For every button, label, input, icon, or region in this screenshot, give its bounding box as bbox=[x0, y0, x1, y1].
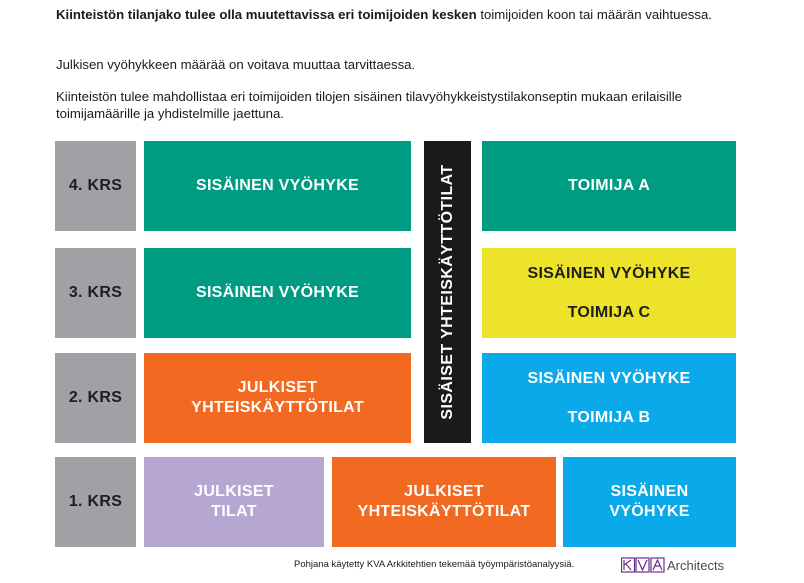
kva-logo-mark-icon bbox=[621, 557, 665, 573]
zone-f1-public-shared-line2: YHTEISKÄYTTÖTILAT bbox=[357, 503, 531, 520]
zone-f2-operator-b-line2: TOIMIJA B bbox=[567, 408, 651, 426]
floor-label-3: 3. KRS bbox=[55, 248, 136, 338]
zone-f1-public-line1: JULKISET bbox=[194, 483, 274, 500]
kva-logo-mark bbox=[621, 557, 665, 573]
zone-f1-public-shared bbox=[332, 457, 556, 547]
zone-f2-operator-b-line1: SISÄINEN VYÖHYKE bbox=[527, 369, 691, 387]
zone-f2-operator-b bbox=[482, 353, 736, 443]
zone-f3-internal: SISÄINEN VYÖHYKE bbox=[144, 248, 411, 338]
zone-f1-public-shared-line1: JULKISET bbox=[404, 483, 484, 500]
source-caption: Pohjana käytetty KVA Arkkitehtien tekemää työympäristöanalyysiä. bbox=[294, 559, 575, 570]
floor-label-1: 1. KRS bbox=[55, 457, 136, 547]
vertical-shared-core-label: SISÄISET YHTEISKÄYTTÖTILAT bbox=[438, 164, 456, 420]
zone-f1-public bbox=[144, 457, 324, 547]
vertical-shared-core bbox=[424, 141, 471, 443]
kva-logo-text: Architects bbox=[667, 557, 725, 573]
zone-f1-internal-line1: SISÄINEN bbox=[610, 483, 689, 500]
floor-label-4: 4. KRS bbox=[55, 141, 136, 231]
zone-f2-public-shared bbox=[144, 353, 411, 443]
intro-paragraph-1 bbox=[56, 6, 746, 23]
zone-f4-internal: SISÄINEN VYÖHYKE bbox=[144, 141, 411, 231]
zone-f1-internal-line2: VYÖHYKE bbox=[609, 503, 690, 520]
zone-f1-public-line2: TILAT bbox=[211, 503, 257, 520]
zone-f3-operator-c-line2: TOIMIJA C bbox=[567, 303, 651, 321]
zone-f4-operator-a: TOIMIJA A bbox=[482, 141, 736, 231]
intro-paragraph-1-bold: Kiinteistön tilanjako tulee olla muutettavissa eri toimijoiden kesken bbox=[56, 7, 477, 22]
zone-f3-operator-c bbox=[482, 248, 736, 338]
zone-f3-operator-c-line1: SISÄINEN VYÖHYKE bbox=[527, 264, 691, 282]
intro-paragraph-3: Kiinteistön tulee mahdollistaa eri toimijoiden tilojen sisäinen tilavyöhykkeistystilakonseptin mukaan erilaisille toimijamäärille ja yhdistelmille jaettuna. bbox=[56, 89, 682, 121]
kva-logo bbox=[621, 556, 724, 574]
zone-f2-public-shared-line1: JULKISET bbox=[237, 379, 318, 396]
zone-f1-internal bbox=[563, 457, 736, 547]
intro-paragraph-1-rest: toimijoiden koon tai määrän vaihtuessa. bbox=[476, 7, 712, 22]
floor-label-2: 2. KRS bbox=[55, 353, 136, 443]
intro-paragraph-2: Julkisen vyöhykkeen määrää on voitava muuttaa tarvittaessa. bbox=[56, 57, 416, 72]
zone-f2-public-shared-line2: YHTEISKÄYTTÖTILAT bbox=[191, 399, 364, 416]
